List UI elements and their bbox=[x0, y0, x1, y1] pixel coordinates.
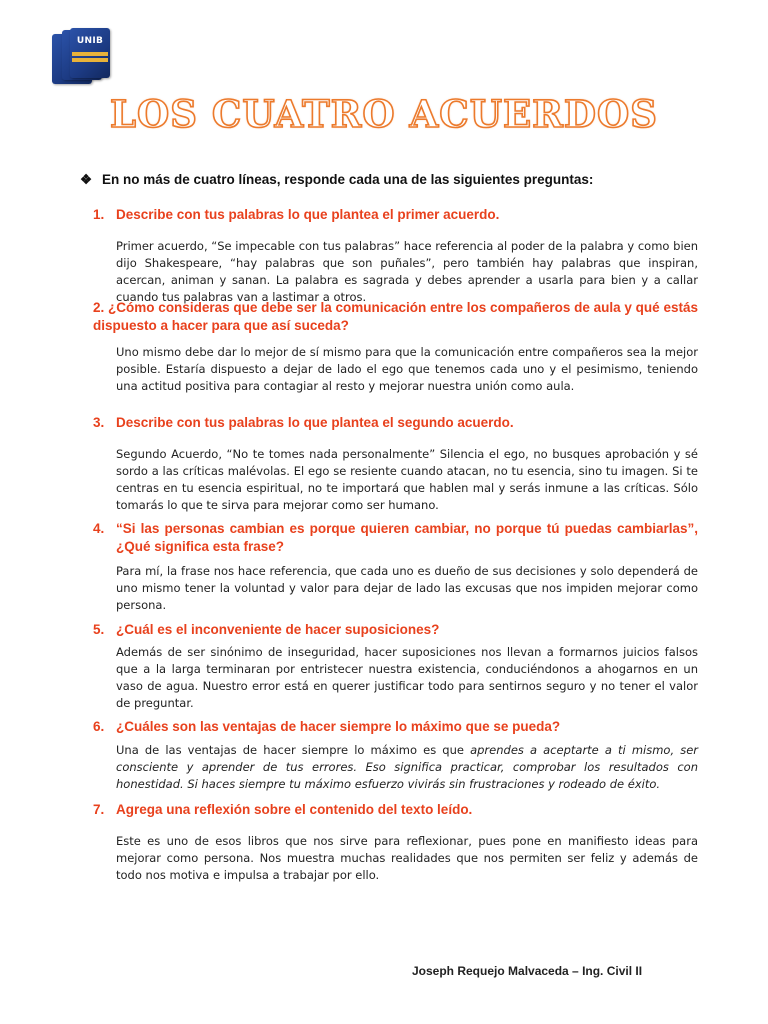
question-number: 6. bbox=[93, 719, 105, 734]
question-2 bbox=[93, 299, 698, 335]
question-3 bbox=[93, 414, 698, 432]
question-5 bbox=[93, 621, 698, 639]
question-text: ¿Cuáles son las ventajas de hacer siempre lo máximo que se pueda? bbox=[116, 719, 561, 734]
answer-4: Para mí, la frase nos hace referencia, que cada uno es dueño de sus decisiones y solo dependerá de uno mismo tener la voluntad y valor para dejar de lado las excusas que nos impiden mejorar como persona. bbox=[116, 564, 698, 612]
question-number: 4. bbox=[93, 521, 105, 536]
answer-italic-text: aprendes a aceptarte a ti mismo, ser consciente y aprender de tus errores. Eso significa practicar, comprobar los resultados con honestidad. Si haces siempre tu máximo esfuerzo vivirás sin frustraciones y rodeado de éxito. bbox=[116, 743, 698, 791]
instruction-line bbox=[80, 172, 593, 188]
answer-3: Segundo Acuerdo, “No te tomes nada personalmente” Silencia el ego, no busques aprobación y sé sordo a las críticas malévolas. El ego se resiente cuando atacan, no tu esencia, sino tu imagen. Si te centras en tu esencia espiritual, no te importará que hablen mal y serás inmune a las críticas. Sólo tomarás lo que te sirva para mejorar como ser humano. bbox=[116, 447, 698, 512]
author-footer: Joseph Requejo Malvaceda – Ing. Civil II bbox=[412, 964, 643, 978]
question-7 bbox=[93, 801, 698, 819]
answer-1: Primer acuerdo, “Se impecable con tus palabras” hace referencia al poder de la palabra y como bien dijo Shakespeare, “hay palabras que son puñales”, pero también hay palabras que inspiran, acercan, animan y sanan. La palabra es sagrada y debes aprender a usarla para bien y a callar cuando tus palabras van a lastimar a otros. bbox=[116, 239, 698, 304]
instruction-text: En no más de cuatro líneas, responde cada una de las siguientes preguntas: bbox=[102, 172, 594, 187]
answer-text: Una de las ventajas de hacer siempre lo máximo es que bbox=[116, 743, 471, 757]
question-text: “Si las personas cambian es porque quieren cambiar, no porque tú puedas cambiarlas”, ¿Qué significa esta frase? bbox=[116, 521, 698, 554]
diamond-bullet-icon: ❖ bbox=[80, 172, 93, 187]
question-text: ¿Cuál es el inconveniente de hacer suposiciones? bbox=[116, 622, 440, 637]
logo-text: UNIB bbox=[76, 36, 104, 46]
answer-7: Este es uno de esos libros que nos sirve para reflexionar, pues pone en manifiesto ideas para mejorar como persona. Nos muestra muchas realidades que nos permiten ser feliz y además de todo nos motiva e impulsa a trabajar por ello. bbox=[116, 834, 698, 882]
question-number: 3. bbox=[93, 415, 105, 430]
question-4 bbox=[93, 520, 698, 556]
question-number: 7. bbox=[93, 802, 105, 817]
answer-5: Además de ser sinónimo de inseguridad, hacer suposiciones nos llevan a formarnos juicios falsos que a la larga terminaran por entristecer nuestra existencia, conduciéndonos a ahogarnos en un vaso de agua. Nuestro error está en querer justificar todo para sentirnos seguro y no tener el valor de preguntar. bbox=[116, 645, 698, 710]
question-text: Agrega una reflexión sobre el contenido del texto leído. bbox=[116, 802, 473, 817]
question-number: 1. bbox=[93, 207, 105, 222]
question-6 bbox=[93, 718, 698, 736]
question-text: Describe con tus palabras lo que plantea el primer acuerdo. bbox=[116, 207, 500, 222]
question-number: 2. bbox=[93, 300, 105, 315]
question-number: 5. bbox=[93, 622, 105, 637]
answer-6 bbox=[116, 742, 698, 793]
question-text: ¿Cómo consideras que debe ser la comunicación entre los compañeros de aula y qué estás dispuesto a hacer para que así suceda? bbox=[93, 300, 698, 333]
university-logo bbox=[52, 28, 110, 84]
logo-stripe bbox=[72, 52, 108, 56]
document-title: LOS CUATRO ACUERDOS bbox=[110, 92, 658, 136]
question-1 bbox=[93, 206, 698, 224]
question-text: Describe con tus palabras lo que plantea el segundo acuerdo. bbox=[116, 415, 514, 430]
logo-stripe bbox=[72, 58, 108, 62]
answer-2: Uno mismo debe dar lo mejor de sí mismo para que la comunicación entre compañeros sea la mejor posible. Estaría dispuesto a dejar de lado el ego que tenemos cada uno y el pesimismo, teniendo una actitud positiva para contagiar al resto y mejorar nuestra unión como aula. bbox=[116, 345, 698, 393]
